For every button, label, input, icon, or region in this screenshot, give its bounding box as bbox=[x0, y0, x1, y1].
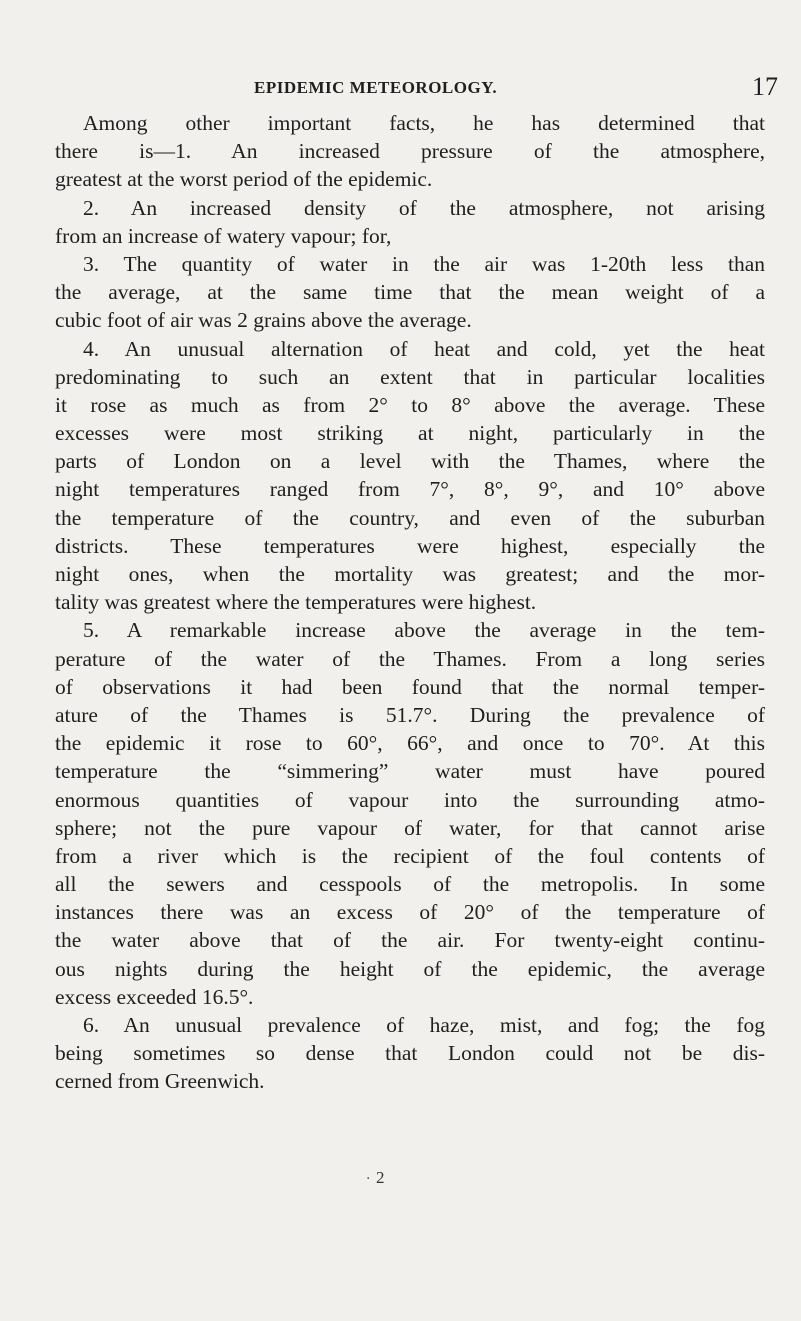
text-line: Among other important facts, he has determined that bbox=[83, 111, 765, 135]
text-line: excess exceeded 16.5°. bbox=[55, 984, 254, 1009]
running-head bbox=[0, 72, 801, 104]
text-line: the temperature of the country, and even of the suburban bbox=[55, 505, 765, 530]
text-line: 6. An unusual prevalence of haze, mist, and fog; the fog bbox=[83, 1013, 765, 1037]
signature-mark: 2 bbox=[376, 1168, 385, 1187]
text-line: sphere; not the pure vapour of water, for that cannot arise bbox=[55, 815, 765, 840]
text-line: greatest at the worst period of the epidemic. bbox=[55, 167, 433, 192]
text-line: the epidemic it rose to 60°, 66°, and once to 70°. At this bbox=[55, 731, 765, 756]
text-line: night temperatures ranged from 7°, 8°, 9°, and 10° above bbox=[55, 477, 765, 502]
text-line: ous nights during the height of the epidemic, the average bbox=[55, 956, 765, 981]
text-line: 4. An unusual alternation of heat and cold, yet the heat bbox=[83, 336, 765, 361]
text-line: of observations it had been found that the normal temper- bbox=[55, 674, 765, 699]
text-line: parts of London on a level with the Thames, where the bbox=[55, 449, 765, 474]
text-line: excesses were most striking at night, particularly in the bbox=[55, 421, 765, 446]
text-line: the water above that of the air. For twenty-eight continu- bbox=[55, 928, 765, 953]
text-line: it rose as much as from 2° to 8° above the average. These bbox=[55, 392, 765, 417]
text-line: being sometimes so dense that London could not be dis- bbox=[55, 1041, 765, 1066]
text-line: there is—1. An increased pressure of the atmosphere, bbox=[55, 139, 765, 164]
body-text bbox=[55, 109, 765, 1096]
text-line: predominating to such an extent that in particular localities bbox=[55, 364, 765, 389]
text-line: instances there was an excess of 20° of the temperature of bbox=[55, 900, 765, 925]
text-line: night ones, when the mortality was greatest; and the mor- bbox=[55, 562, 765, 586]
running-title: EPIDEMIC METEOROLOGY. bbox=[254, 78, 498, 97]
text-line: ature of the Thames is 51.7°. During the prevalence of bbox=[55, 702, 765, 727]
text-line: 5. A remarkable increase above the average in the tem- bbox=[83, 618, 765, 643]
text-line: 3. The quantity of water in the air was 1-20th less than bbox=[83, 251, 765, 276]
text-line: all the sewers and cesspools of the metropolis. In some bbox=[55, 872, 765, 897]
text-line: the average, at the same time that the mean weight of a bbox=[55, 280, 765, 305]
text-line: enormous quantities of vapour into the surrounding atmo- bbox=[55, 787, 765, 812]
text-line: from a river which is the recipient of the foul contents of bbox=[55, 843, 765, 868]
text-line: from an increase of watery vapour; for, bbox=[55, 223, 392, 248]
text-line: cubic foot of air was 2 grains above the average. bbox=[55, 308, 472, 333]
text-line: perature of the water of the Thames. From a long series bbox=[55, 646, 765, 671]
text-line: temperature the “simmering” water must have poured bbox=[55, 759, 765, 784]
text-line: tality was greatest where the temperatures were highest. bbox=[55, 590, 537, 615]
text-line: 2. An increased density of the atmosphere, not arising bbox=[83, 195, 765, 220]
page-number: 17 bbox=[752, 72, 778, 101]
text-line: cerned from Greenwich. bbox=[55, 1069, 265, 1094]
text-line: districts. These temperatures were highest, especially the bbox=[55, 533, 765, 558]
signature-dot-mark: · bbox=[366, 1171, 371, 1187]
